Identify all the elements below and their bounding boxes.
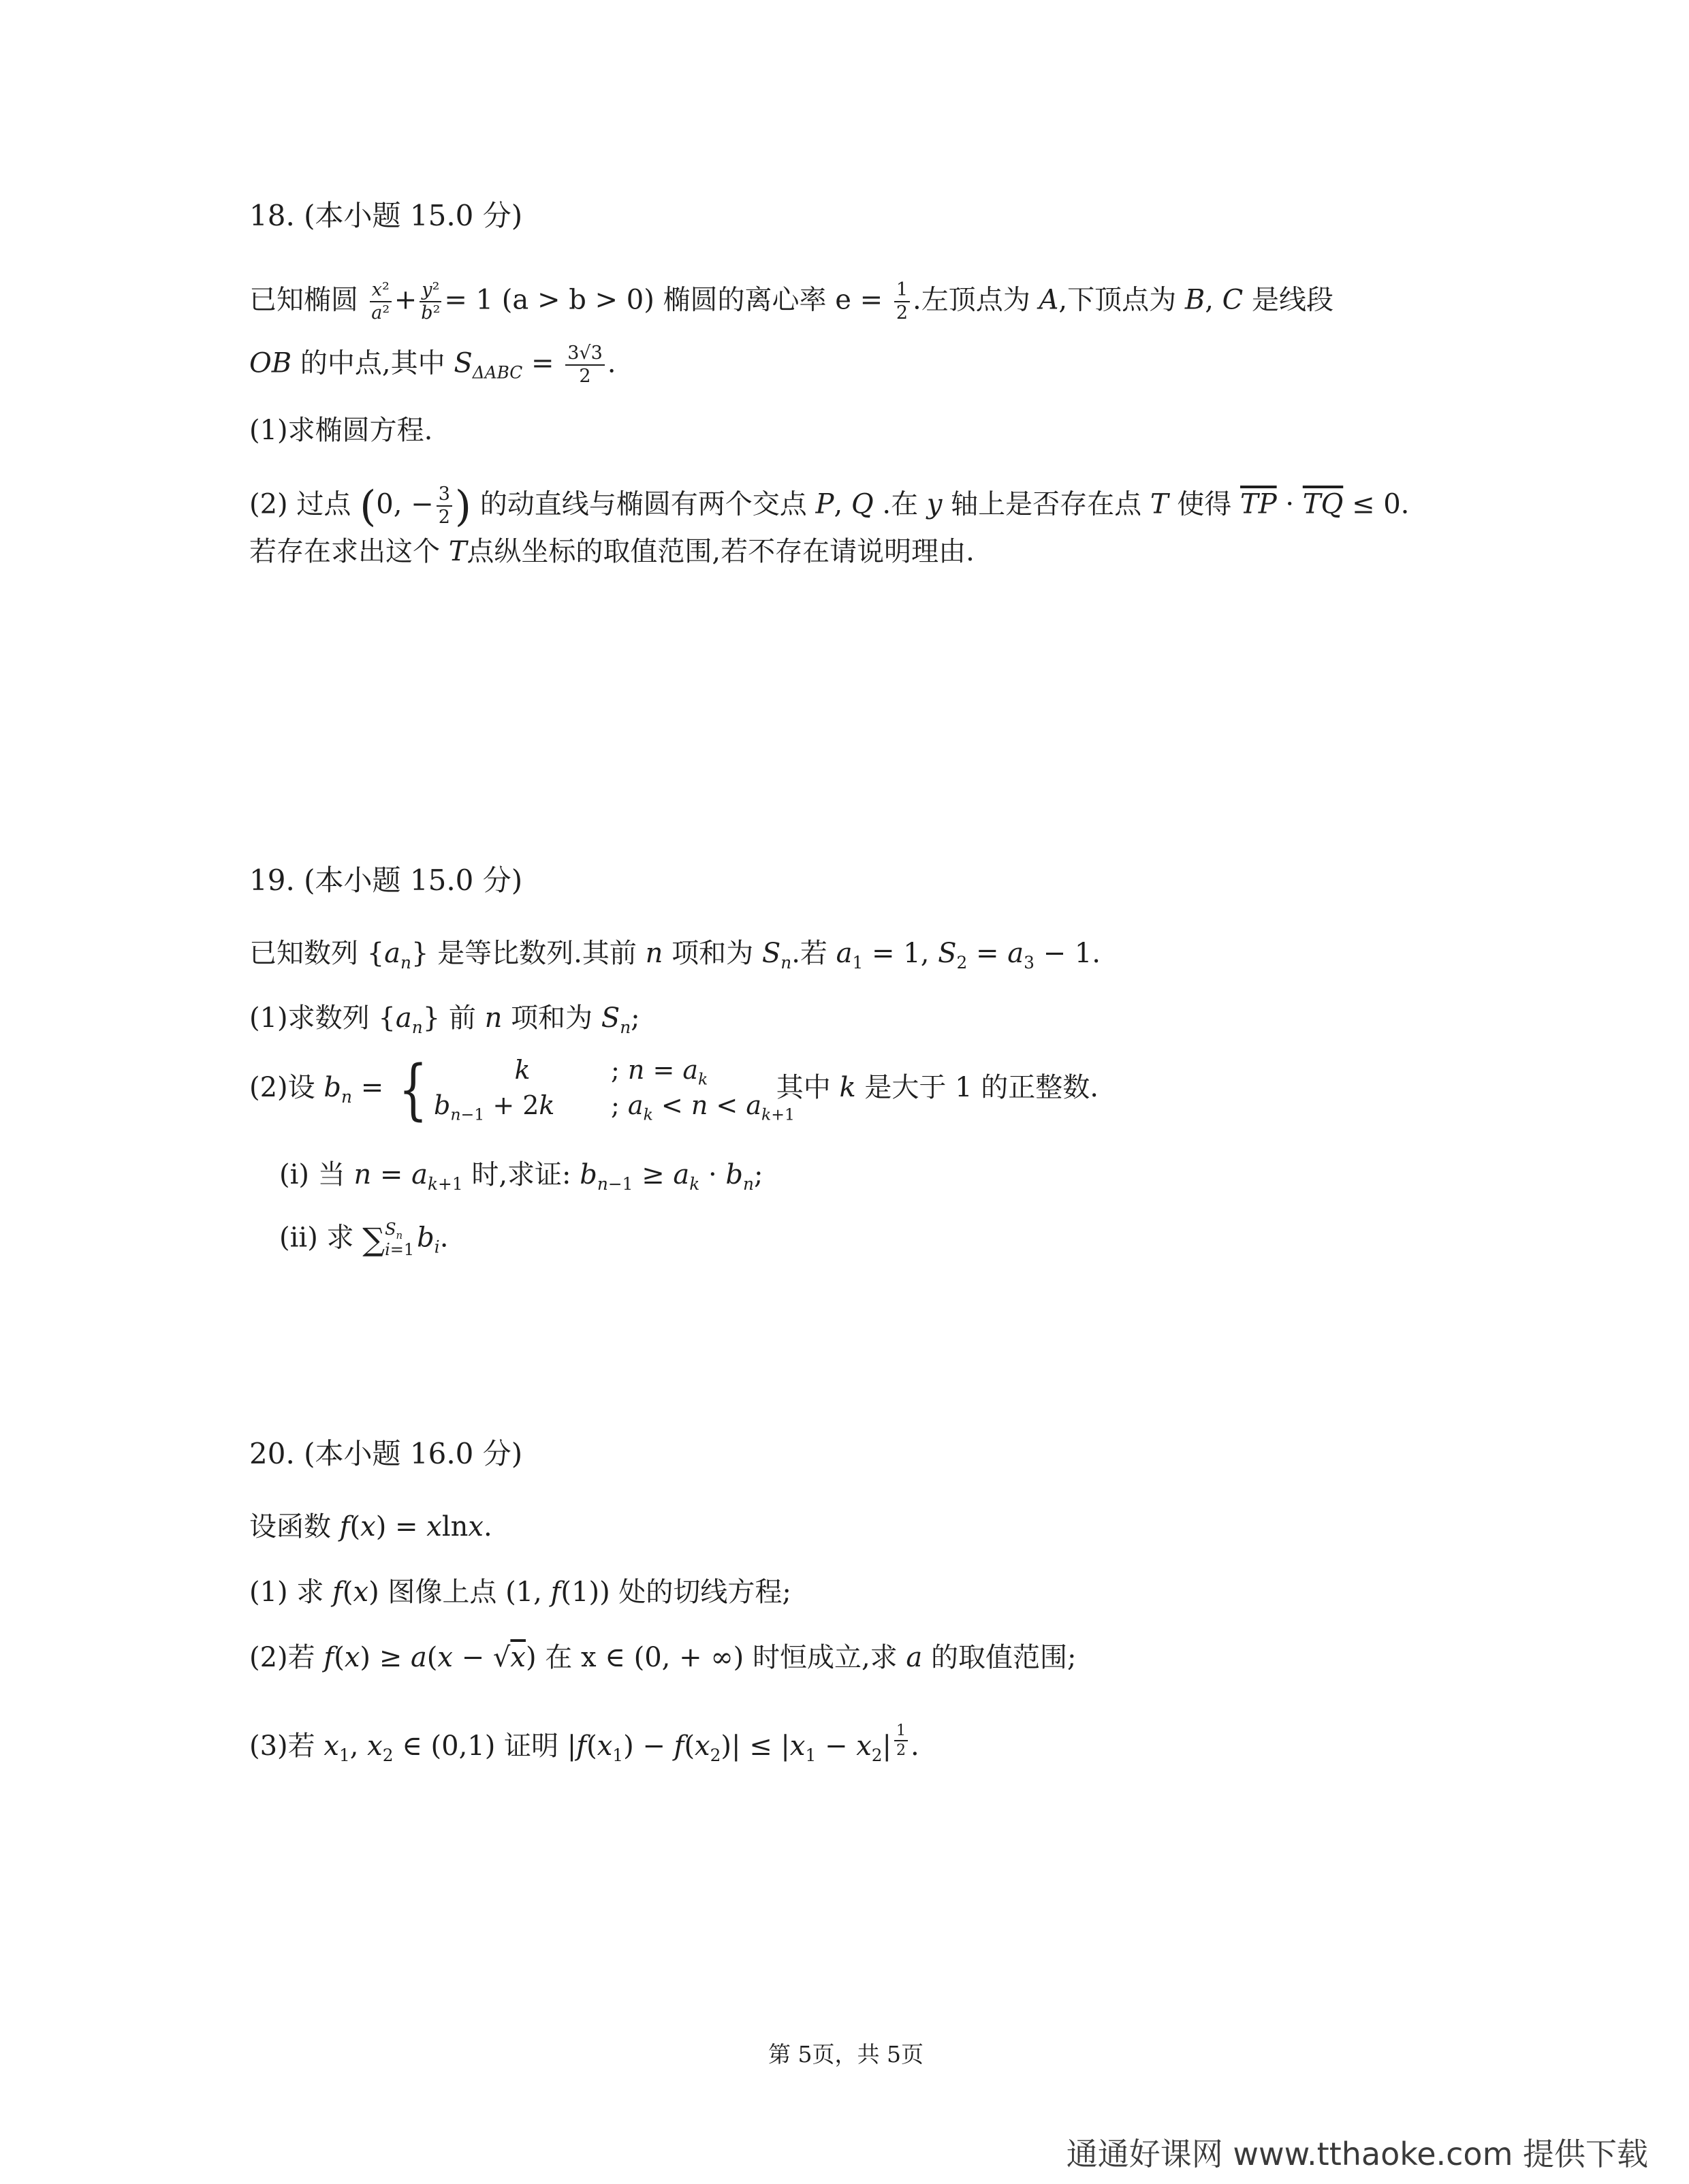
q19-part2-text-a: (2)设 [249,1072,315,1104]
left-brace: { [398,1051,428,1128]
q19-part2-ii: (ii) 求 ∑ $S_n$ i=1 $b_i$. [279,1220,449,1260]
q19-part1-text-b: 前 [448,1002,476,1034]
q19-part2-ii-text-a: (ii) 求 [279,1222,354,1254]
q19-part1: (1)求数列 $\{a_n\}$ 前 n 项和为 $S_n$; [249,1002,640,1037]
q20-part2: (2)若 f(x) ≥ a(x − √x) 在 x ∈ (0, + ∞) 时恒成立,求 a 的取值范围; [249,1642,1077,1673]
summation: ∑ $S_n$ i=1 [362,1220,415,1260]
q19-part2-i: (i) 当 $n = a_{k+1}$ 时,求证: $b_{n-1} \ge a_k \cdot b_n$; [279,1159,763,1194]
q20-part2-text-d: 的取值范围; [930,1642,1077,1673]
q20-part2-text-b: 在 [545,1642,573,1673]
q19-intro-text-b: 是等比数列.其前 [437,938,637,969]
watermark: 通通好课网 www.tthaoke.com 提供下载 [1066,2136,1648,2172]
piecewise-cases: k ; $n = a_k$ $b_{n-1} + 2k$ ; $a_k < n < a_{k+1}$ [434,1055,795,1124]
q19-part2: (2)设 $b_n$ = { k ; $n = a_k$ $b_{n-1} + 2k$ ; $a_k < n < a_{k+1}$ 其中 k 是大于 1 的正整数. [249,1051,1099,1128]
q18-part1: (1)求椭圆方程. [249,415,433,446]
q19-intro-text-a: 已知数列 [249,938,358,969]
fraction-y2-b2: $\frac{\text{y²}}{\text{b²}}$ [421,279,441,324]
q18-part2-line1: (2) 过点 (0, − $\frac{3}{2}$ ) 的动直线与椭圆有两个交点 P, Q .在 y 轴上是否存在点 T 使得 $\overline{TP} \cdot \overline{TQ} \le 0$. [249,481,1410,531]
q18-midpoint-text: 的中点,其中 [300,347,445,379]
fraction-three-halves: $\frac{3}{2}$ [437,485,452,528]
q18-intro-line2: OB 的中点,其中 $S_{\Delta ABC}$ = $\frac{3√3}{2}$ . [249,343,616,387]
q20-intro: 设函数 f(x) = xlnx. [249,1511,492,1542]
q18-intro-line1: 已知椭圆 $\frac{\text{x²}}{\text{a²}}$ + $\frac{\text{y²}}{\text{b²}}$ = 1 (a > b > 0) 椭圆的离心率 e = $\frac{1}{2}$ .左顶点为 A,下顶点为 B, C 是线段 [249,279,1333,324]
q18-lower-vertex-text: ,下顶点为 [1058,284,1177,316]
fraction-one-half: $\frac{1}{2}$ [894,281,910,323]
q19-part2-text-b: 其中 [776,1072,831,1104]
q20-part2-text-a: (2)若 [249,1642,315,1673]
q20-part3: (3)若 $x_1$, $x_2$ ∈ (0,1) 证明 $|f(x_1) - f(x_2)| \le |x_1 - x_2|$ $^{\frac{1}{2}}$ . [249,1722,919,1765]
q19-part1-text-a: (1)求数列 [249,1002,370,1034]
q20-part1-text-b: 图像上点 [388,1577,497,1608]
q18-part2-text-b: 的动直线与椭圆有两个交点 [479,488,807,520]
q19-intro-text-c: 项和为 [672,938,754,969]
q20-part1: (1) 求 f(x) 图像上点 (1, f(1)) 处的切线方程; [249,1577,791,1608]
q20-part3-text-a: (3)若 [249,1730,315,1762]
q19-part2-i-text-b: 时,求证: [471,1159,571,1190]
q19-part2-text-c: 是大于 1 的正整数. [864,1072,1099,1104]
q20-heading: 20. (本小题 16.0 分) [249,1437,523,1470]
q18-part2-text-f: 若存在求出这个 [249,536,440,567]
q18-segment-text: 是线段 [1251,284,1333,316]
q18-part2-text-e: 使得 [1177,488,1232,520]
q18-part2-text-d: 轴上是否存在点 [951,488,1142,520]
q18-heading: 18. (本小题 15.0 分) [249,199,523,232]
q18-part2-text-c: .在 [882,488,919,520]
q18-intro-text: 已知椭圆 [249,284,358,316]
q20-part1-text-c: 处的切线方程; [618,1577,791,1608]
q19-heading: 19. (本小题 15.0 分) [249,864,523,897]
fraction-x2-a2: $\frac{\text{x²}}{\text{a²}}$ [370,281,392,323]
q18-condition-text: (a > b > 0) 椭圆的离心率 [501,284,827,316]
q19-intro: 已知数列 $\{a_n\}$ 是等比数列.其前 n 项和为 $S_n$.若 $a_1 = 1$, $S_2 = a_3 - 1$. [249,938,1101,972]
page-footer: 第 5页，共 5页 [768,2041,924,2068]
q18-part2-line2: 若存在求出这个 T点纵坐标的取值范围,若不存在请说明理由. [249,536,975,567]
fraction-exponent-half: 1 2 [894,1723,908,1758]
q19-intro-text-d: .若 [791,938,827,969]
q20-part1-text-a: (1) 求 [249,1577,324,1608]
q20-part3-text-b: 证明 [504,1730,559,1762]
q20-intro-text-a: 设函数 [249,1511,331,1542]
q19-part1-text-c: 项和为 [511,1002,593,1034]
q20-part2-text-c: 时恒成立,求 [752,1642,898,1673]
q18-part2-text-a: (2) 过点 [249,488,351,520]
q19-part2-i-text-a: (i) 当 [279,1159,345,1190]
q18-part2-text-g: 点纵坐标的取值范围,若不存在请说明理由. [467,536,975,567]
q18-left-vertex-text: .左顶点为 [913,284,1030,316]
fraction-area: $\frac{3√3}{2}$ [565,344,605,387]
